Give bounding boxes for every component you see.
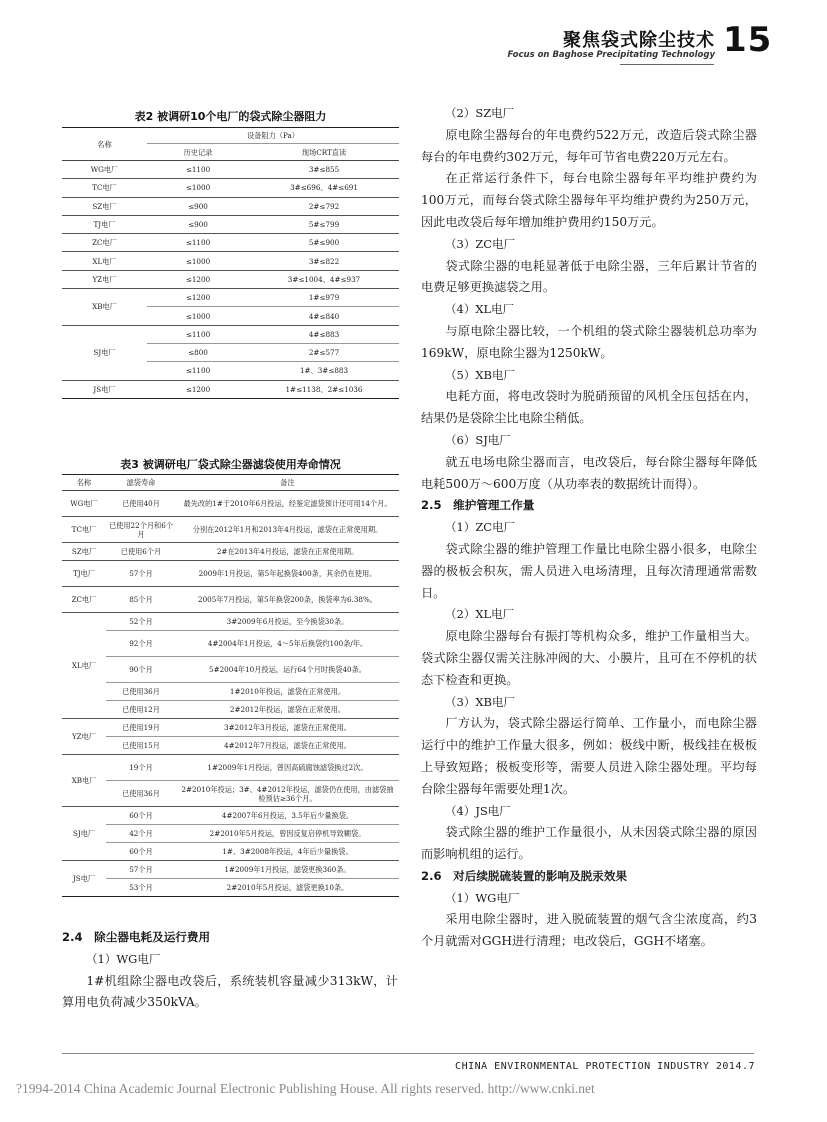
table-cell: 85个月 — [106, 587, 176, 613]
section-heading-2-4: 2.4 除尘器电耗及运行费用 — [62, 930, 211, 944]
table-cell: 4#2012年7月投运，滤袋在正常使用。 — [176, 737, 399, 755]
journal-column-subtitle: Focus on Baghose Precipitating Technology — [507, 50, 715, 60]
paragraph: 采用电除尘器时，进入脱硫装置的烟气含尘浓度高，约3个月就需对GGH进行清理；电改袋后，GGH不堵塞。 — [421, 912, 757, 949]
table-row — [62, 861, 399, 879]
journal-column-title: 聚焦袋式除尘技术 — [563, 30, 715, 51]
table-cell: 60个月 — [106, 843, 176, 861]
table-cell: 2#2010年5月投运，滤袋更换10条。 — [176, 879, 399, 897]
table-cell: 已使用36月 — [106, 683, 176, 701]
plant-name-cell: ZC电厂 — [62, 234, 147, 252]
table-cell: 分别在2012年1月和2013年4月投运，滤袋在正常使用期。 — [176, 517, 399, 543]
table-cell: 57个月 — [106, 561, 176, 587]
table-cell: ≤1100 — [147, 234, 249, 252]
table-cell: 92个月 — [106, 631, 176, 657]
table-cell: 1#2009年1月投运，滤袋更换360条。 — [176, 861, 399, 879]
table-cell: 1#≤1138、2#≤1036 — [249, 380, 399, 398]
footer-rule — [62, 1053, 754, 1054]
page-number: 15 — [723, 20, 773, 60]
table-cell: ≤1000 — [147, 252, 249, 270]
table3-head-life: 滤袋寿命 — [106, 475, 176, 491]
table-cell: 60个月 — [106, 807, 176, 825]
table-cell: 52个月 — [106, 613, 176, 631]
table2-caption: 表2 被调研10个电厂的袋式除尘器阻力 — [134, 110, 327, 123]
table-cell: 已使用22个月和6个月 — [106, 517, 176, 543]
paragraph: 与原电除尘器比较，一个机组的袋式除尘器装机总功率为169kW，原电除尘器为1250kW。 — [421, 323, 757, 360]
table-cell: 3#≤855 — [249, 161, 399, 179]
table2-head-name: 名称 — [62, 128, 147, 161]
table-cell: 4#≤840 — [249, 307, 399, 325]
subsection-label: （2）SZ电厂 — [445, 106, 515, 120]
table-cell: 2009年1月投运，第5年起换袋400条，其余仍在使用。 — [176, 561, 399, 587]
table-cell: 1#≤979 — [249, 289, 399, 307]
left-column-text — [62, 927, 398, 1014]
plant-name-cell: SZ电厂 — [62, 543, 106, 561]
table-row — [62, 737, 399, 755]
table2-head-group: 设备阻力（Pa） — [147, 128, 399, 144]
table-cell: 最先改的1#于2010年6月投运，经鉴定滤袋预计还可用14个月。 — [176, 491, 399, 517]
table-cell: 42个月 — [106, 825, 176, 843]
table-row — [62, 252, 399, 270]
table-cell: 3#≤822 — [249, 252, 399, 270]
table-cell: 已使用19月 — [106, 719, 176, 737]
paragraph: 在正常运行条件下，每台电除尘器每年平均维护费约为100万元，而每台袋式除尘器每年平均维护费约为250万元，因此电改袋后每年增加维护费用约150万元。 — [421, 171, 757, 229]
table-cell: 19个月 — [106, 755, 176, 781]
table3-head-note: 备注 — [176, 475, 399, 491]
table-row — [62, 631, 399, 657]
table-row — [62, 613, 399, 631]
table-cell: 3#≤696、4#≤691 — [249, 179, 399, 197]
table-row — [62, 879, 399, 897]
paragraph: 原电除尘器每台的年电费约522万元，改造后袋式除尘器每台的年电费约302万元，每年可节省电费220万元左右。 — [421, 127, 757, 164]
subsection-label: （3）XB电厂 — [445, 694, 515, 709]
subsection-label: （1）WG电厂 — [86, 951, 161, 966]
paragraph: 袋式除尘器的电耗显著低于电除尘器，三年后累计节省的电费足够更换滤袋之用。 — [421, 258, 757, 295]
table-cell: 已使用15月 — [106, 737, 176, 755]
table-cell: 1#、3#2008年投运，4年后少量换袋。 — [176, 843, 399, 861]
section-heading-2-5: 2.5 维护管理工作量 — [421, 498, 535, 513]
table-row — [62, 179, 399, 197]
table-cell: 已使用36月 — [106, 781, 176, 807]
paragraph: 袋式除尘器的维护管理工作量比电除尘器小很多，电除尘器的极板会积灰，需人员进入电场清理，且每次清理通常需数日。 — [421, 541, 757, 600]
plant-name-cell: SJ电厂 — [62, 325, 147, 380]
table-cell: 已使用12月 — [106, 701, 176, 719]
table-cell: 90个月 — [106, 657, 176, 683]
table-cell: 1#2010年投运，滤袋在正常使用。 — [176, 683, 399, 701]
plant-name-cell: WG电厂 — [62, 161, 147, 179]
table-cell: ≤1100 — [147, 161, 249, 179]
table-row — [62, 719, 399, 737]
table-cell: 1#2009年1月投运，曾因高硫腐蚀滤袋换过2次。 — [176, 755, 399, 781]
table-row — [62, 197, 399, 215]
table-row — [62, 843, 399, 861]
plant-name-cell: XL电厂 — [62, 613, 106, 719]
subsection-label: （1）WG电厂 — [445, 890, 520, 905]
paragraph: 袋式除尘器的维护工作量很小，从未因袋式除尘器的原因而影响机组的运行。 — [421, 825, 757, 862]
plant-name-cell: WG电厂 — [62, 491, 106, 517]
table-cell: 4#2004年1月投运，4～5年后换袋约100条/年。 — [176, 631, 399, 657]
table-cell: 1#、3#≤883 — [249, 362, 399, 380]
table-cell: 5#≤900 — [249, 234, 399, 252]
table-row — [62, 380, 399, 398]
table-row — [62, 215, 399, 233]
table-cell: 4#2007年6月投运，3.5年后少量换袋。 — [176, 807, 399, 825]
table-cell: 2#在2013年4月投运，滤袋在正常使用期。 — [176, 543, 399, 561]
table-row — [62, 781, 399, 807]
table-cell: 57个月 — [106, 861, 176, 879]
plant-name-cell: XB电厂 — [62, 289, 147, 326]
table-cell: 3#2012年3月投运，滤袋在正常使用。 — [176, 719, 399, 737]
table-cell: 已使用6个月 — [106, 543, 176, 561]
table-cell: 2#2012年投运，滤袋在正常使用。 — [176, 701, 399, 719]
table-row — [62, 517, 399, 543]
paragraph: 原电除尘器每台有振打等机构众多，维护工作量相当大。袋式除尘器仅需关注脉冲阀的大、小膜片，且可在不停机的状态下检查和更换。 — [421, 629, 757, 687]
plant-name-cell: TJ电厂 — [62, 215, 147, 233]
table-cell: 3#2009年6月投运，至今换袋30条。 — [176, 613, 399, 631]
plant-name-cell: XB电厂 — [62, 755, 106, 807]
subsection-label: （4）XL电厂 — [445, 302, 515, 317]
table-row — [62, 161, 399, 179]
table-cell: 4#≤883 — [249, 325, 399, 343]
plant-name-cell: SZ电厂 — [62, 197, 147, 215]
plant-name-cell: XL电厂 — [62, 252, 147, 270]
subsection-label: （4）JS电厂 — [445, 803, 511, 818]
table-row — [62, 325, 399, 343]
subsection-label: （1）ZC电厂 — [445, 520, 516, 535]
table-row — [62, 825, 399, 843]
table-cell: ≤1000 — [147, 307, 249, 325]
table2-head-crt: 现场CRT直读 — [249, 144, 399, 161]
plant-name-cell: YZ电厂 — [62, 270, 147, 288]
plant-name-cell: JS电厂 — [62, 380, 147, 398]
table-cell: ≤1000 — [147, 179, 249, 197]
table-cell: 53个月 — [106, 879, 176, 897]
paragraph: 就五电场电除尘器而言，电改袋后，每台除尘器每年降低电耗500万～600万度（从功率表的数据统计而得）。 — [421, 454, 757, 491]
table-row — [62, 657, 399, 683]
journal-footer: CHINA ENVIRONMENTAL PROTECTION INDUSTRY 2014.7 — [455, 1061, 755, 1072]
subsection-label: （3）ZC电厂 — [445, 236, 516, 251]
table-cell: ≤1200 — [147, 289, 249, 307]
table-cell: 已使用40月 — [106, 491, 176, 517]
table-row — [62, 270, 399, 288]
table-row — [62, 683, 399, 701]
table-row — [62, 543, 399, 561]
subsection-label: （2）XL电厂 — [445, 607, 515, 622]
table-cell: ≤1200 — [147, 380, 249, 398]
table-cell: 2#2010年5月投运，曾因反复启停机导致糊袋。 — [176, 825, 399, 843]
plant-name-cell: YZ电厂 — [62, 719, 106, 755]
paragraph: 1#机组除尘器电改袋后，系统装机容量减少313kW，计算用电负荷减少350kVA。 — [62, 973, 398, 1010]
table-cell: 2005年7月投运，第5年换袋200条，换袋率为6.38%。 — [176, 587, 399, 613]
table-cell: 3#≤1004、4#≤937 — [249, 270, 399, 288]
table-row — [62, 755, 399, 781]
table-row — [62, 587, 399, 613]
plant-name-cell: JS电厂 — [62, 861, 106, 897]
table-cell: ≤800 — [147, 343, 249, 361]
plant-name-cell: SJ电厂 — [62, 807, 106, 861]
copyright-notice: ?1994-2014 China Academic Journal Electronic Publishing House. All rights reserved. http://www.cnki.net — [16, 1081, 595, 1096]
table-cell: ≤900 — [147, 215, 249, 233]
table-row — [62, 701, 399, 719]
table2-head-hist: 历史记录 — [147, 144, 249, 161]
table-cell: 2#≤792 — [249, 197, 399, 215]
table-cell: ≤900 — [147, 197, 249, 215]
right-column-text — [421, 103, 757, 953]
table-row — [62, 807, 399, 825]
subsection-label: （5）XB电厂 — [445, 367, 515, 382]
paragraph: 厂方认为，袋式除尘器运行简单、工作量小，而电除尘器运行中的维护工作量大很多，例如：极线中断，极线挂在极板上导致短路；极板变形等，需要人员进入除尘器处理。平均每台除尘器每年需要处理1次。 — [421, 716, 757, 796]
table-cell: 2#≤577 — [249, 343, 399, 361]
table2 — [62, 127, 399, 399]
header-rule — [620, 64, 714, 65]
plant-name-cell: TC电厂 — [62, 517, 106, 543]
paragraph: 电耗方面，将电改袋时为脱硝预留的风机全压包括在内，结果仍是袋除尘比电除尘稍低。 — [421, 389, 757, 426]
table3-head-name: 名称 — [62, 475, 106, 491]
table-row — [62, 289, 399, 307]
table-cell: 5#2004年10月投运，运行64个月时换袋40条。 — [176, 657, 399, 683]
table-cell: ≤1200 — [147, 270, 249, 288]
table3-caption: 表3 被调研电厂袋式除尘器滤袋使用寿命情况 — [120, 458, 341, 471]
table-cell: ≤1100 — [147, 362, 249, 380]
table-row — [62, 234, 399, 252]
plant-name-cell: TC电厂 — [62, 179, 147, 197]
table-cell: 5#≤799 — [249, 215, 399, 233]
plant-name-cell: TJ电厂 — [62, 561, 106, 587]
table3 — [62, 474, 399, 897]
plant-name-cell: ZC电厂 — [62, 587, 106, 613]
table-row — [62, 561, 399, 587]
table-cell: ≤1100 — [147, 325, 249, 343]
subsection-label: （6）SJ电厂 — [445, 432, 511, 447]
section-heading-2-6: 2.6 对后续脱硫装置的影响及脱汞效果 — [421, 868, 628, 883]
table-row — [62, 491, 399, 517]
table-cell: 2#2010年投运；3#、4#2012年投运，滤袋仍在使用，由滤袋抽检预估≥36个月。 — [176, 781, 399, 807]
